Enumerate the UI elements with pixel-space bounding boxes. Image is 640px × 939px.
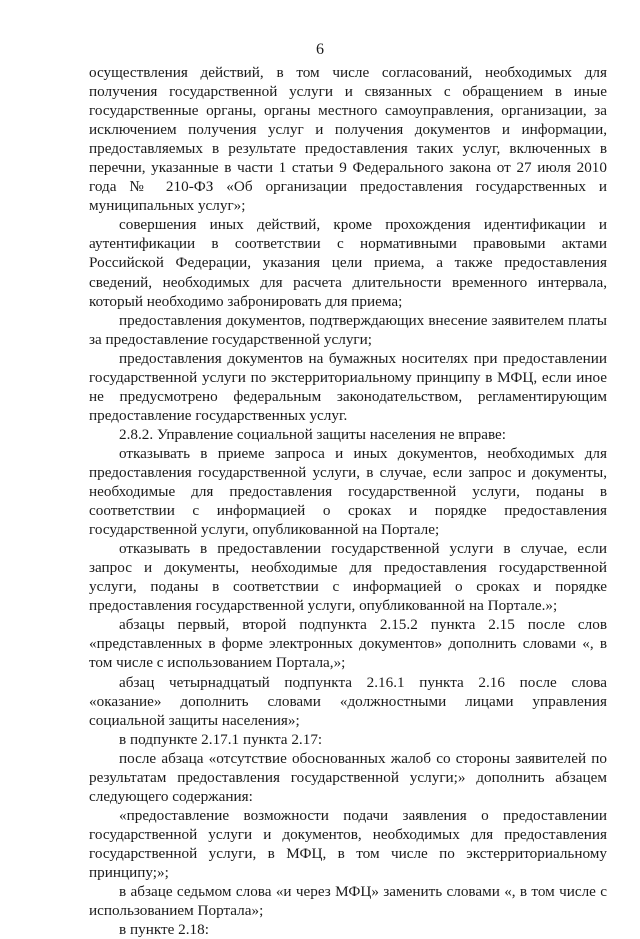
document-body	[89, 63, 607, 939]
paragraph-6: отказывать в приеме запроса и иных документов, необходимых для предоставления государственной услуги, в случае, если запрос и документы, необходимые для предоставления государственной услуги, поданы в соответствии с информацией о сроках и порядке предоставления государственной услуги, опубликованной на Портале;	[89, 444, 607, 539]
paragraph-11: после абзаца «отсутствие обоснованных жалоб со стороны заявителей по результатам предоставления государственной услуги;» дополнить абзацем следующего содержания:	[89, 749, 607, 805]
paragraph-14: в пункте 2.18:	[119, 921, 209, 939]
paragraph-2: совершения иных действий, кроме прохождения идентификации и аутентификации в соответствии с нормативными правовыми актами Российской Федерации, указания цели приема, а также предоставления сведений, необходимых для расчета длительности временного интервала, который необходимо забронировать для приема;	[89, 216, 607, 310]
paragraph-9: абзац четырнадцатый подпункта 2.16.1 пункта 2.16 после слова «оказание» дополнить словами «должностными лицами управления социальной защиты населения»;	[89, 673, 607, 729]
page-number: 6	[316, 41, 324, 58]
paragraph-8: абзацы первый, второй подпункта 2.15.2 пункта 2.15 после слов «представленных в форме электронных документов» дополнить словами «, в том числе с использованием Портала,»;	[89, 616, 607, 672]
paragraph-4: предоставления документов на бумажных носителях при предоставлении государственной услуги по экстерриториальному принципу в МФЦ, если иное не предусмотрено федеральным законодательством, регламентирующим предоставление государственных услуг.	[89, 349, 607, 424]
paragraph-10: в подпункте 2.17.1 пункта 2.17:	[119, 730, 323, 748]
paragraph-5-section-heading: 2.8.2. Управление социальной защиты населения не вправе:	[119, 425, 506, 443]
paragraph-3: предоставления документов, подтверждающих внесение заявителем платы за предоставление государственной услуги;	[89, 311, 607, 348]
paragraph-12: «предоставление возможности подачи заявления о предоставлении государственной услуги и документов, необходимых для предоставления государственной услуги, в МФЦ, в том числе по экстерриториальному принципу;»;	[89, 806, 607, 881]
paragraph-7: отказывать в предоставлении государственной услуги в случае, если запрос и документы, необходимые для предоставления государственной услуги, поданы в соответствии с информацией о сроках и порядке предоставления государственной услуги, опубликованной на Портале.»;	[89, 540, 607, 615]
paragraph-1: осуществления действий, в том числе согласований, необходимых для получения государственной услуги и связанных с обращением в иные государственные органы, органы местного самоуправления, организации, за исключением получения услуг и получения документов и информации, предоставляемых в результате предоставления таких услуг, включенных в перечни, указанные в части 1 статьи 9 Федерального закона от 27 июля 2010 года № 210-ФЗ «Об организации предоставления государственных и муниципальных услуг»;	[89, 64, 607, 215]
paragraph-13: в абзаце седьмом слова «и через МФЦ» заменить словами «, в том числе с использованием Портала»;	[89, 883, 607, 920]
